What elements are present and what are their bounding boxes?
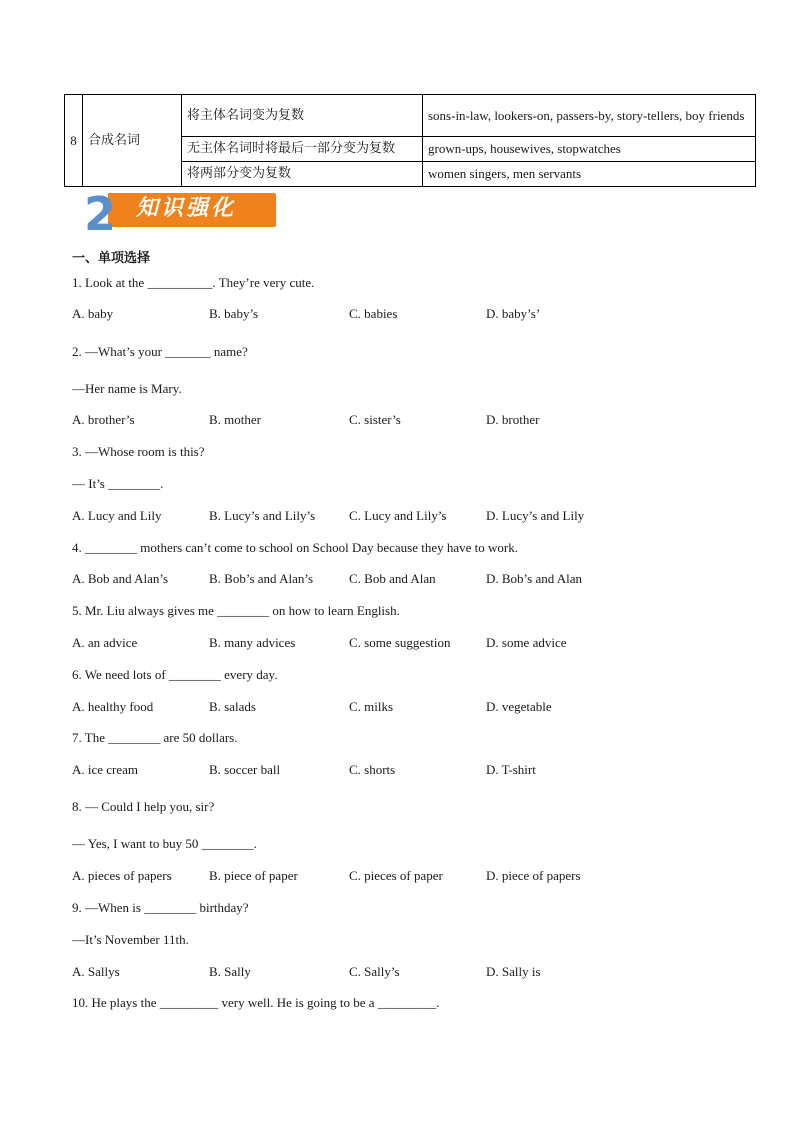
option-d: D. brother bbox=[486, 412, 540, 427]
rule-cell: 无主体名词时将最后一部分变为复数 bbox=[182, 137, 423, 162]
option-b: B. Bob’s and Alan’s bbox=[209, 571, 314, 586]
option-c: C. milks bbox=[349, 699, 394, 714]
option-c: C. Lucy and Lily’s bbox=[349, 508, 447, 523]
option-a: A. Bob and Alan’s bbox=[72, 571, 169, 586]
option-b: B. piece of paper bbox=[209, 868, 298, 883]
question-stem: 2. —What’s your _______ name? bbox=[72, 344, 248, 359]
question-stem: 9. —When is ________ birthday? bbox=[72, 900, 249, 915]
category-cell: 合成名词 bbox=[83, 95, 182, 187]
example-cell: sons-in-law, lookers-on, passers-by, story-tellers, boy friends bbox=[423, 95, 756, 137]
options-row bbox=[72, 306, 752, 324]
question-stem: 3. —Whose room is this? bbox=[72, 444, 205, 459]
options-row bbox=[72, 868, 752, 886]
question-stem: 10. He plays the _________ very well. He is going to be a _________. bbox=[72, 995, 440, 1010]
example-cell: grown-ups, housewives, stopwatches bbox=[423, 137, 756, 162]
option-d: D. baby’s’ bbox=[486, 306, 541, 321]
option-a: A. Sallys bbox=[72, 964, 120, 979]
question-stem: 7. The ________ are 50 dollars. bbox=[72, 730, 238, 745]
option-c: C. shorts bbox=[349, 762, 396, 777]
option-b: B. Lucy’s and Lily’s bbox=[209, 508, 316, 523]
option-b: B. soccer ball bbox=[209, 762, 281, 777]
option-b: B. mother bbox=[209, 412, 261, 427]
option-d: D. T-shirt bbox=[486, 762, 536, 777]
options-row bbox=[72, 699, 752, 717]
option-d: D. Sally is bbox=[486, 964, 541, 979]
options-row bbox=[72, 635, 752, 653]
rule-cell: 将主体名词变为复数 bbox=[182, 95, 423, 137]
option-a: A. brother’s bbox=[72, 412, 135, 427]
question-line: —Her name is Mary. bbox=[72, 381, 182, 396]
question-line: — It’s ________. bbox=[72, 476, 164, 491]
section-banner bbox=[84, 187, 276, 241]
row-number: 8 bbox=[65, 95, 83, 187]
option-d: D. some advice bbox=[486, 635, 567, 650]
rule-cell: 将两部分变为复数 bbox=[182, 162, 423, 187]
question-stem: 6. We need lots of ________ every day. bbox=[72, 667, 278, 682]
options-row bbox=[72, 762, 752, 780]
question-stem: 8. — Could I help you, sir? bbox=[72, 799, 215, 814]
option-c: C. pieces of paper bbox=[349, 868, 443, 883]
option-d: D. vegetable bbox=[486, 699, 552, 714]
banner-number: 2 bbox=[84, 187, 117, 241]
options-row bbox=[72, 571, 752, 589]
section-title: 一、单项选择 bbox=[72, 251, 151, 266]
question-stem: 4. ________ mothers can’t come to school on School Day because they have to work. bbox=[72, 540, 518, 555]
option-d: D. Bob’s and Alan bbox=[486, 571, 583, 586]
option-b: B. many advices bbox=[209, 635, 296, 650]
question-line: — Yes, I want to buy 50 ________. bbox=[72, 836, 257, 851]
option-c: C. Bob and Alan bbox=[349, 571, 436, 586]
noun-rules-table bbox=[64, 94, 756, 187]
option-a: A. healthy food bbox=[72, 699, 154, 714]
option-b: B. salads bbox=[209, 699, 256, 714]
banner-bar bbox=[108, 193, 276, 227]
option-a: A. pieces of papers bbox=[72, 868, 172, 883]
question-line: —It’s November 11th. bbox=[72, 932, 189, 947]
option-c: C. sister’s bbox=[349, 412, 401, 427]
option-c: C. babies bbox=[349, 306, 398, 321]
banner-title: 知识强化 bbox=[136, 196, 237, 221]
option-b: B. Sally bbox=[209, 964, 251, 979]
option-a: A. ice cream bbox=[72, 762, 139, 777]
option-b: B. baby’s bbox=[209, 306, 259, 321]
option-c: C. Sally’s bbox=[349, 964, 400, 979]
option-c: C. some suggestion bbox=[349, 635, 451, 650]
options-row bbox=[72, 412, 752, 430]
example-cell: women singers, men servants bbox=[423, 162, 756, 187]
question-stem: 5. Mr. Liu always gives me ________ on how to learn English. bbox=[72, 603, 400, 618]
option-a: A. baby bbox=[72, 306, 114, 321]
options-row bbox=[72, 508, 752, 526]
option-a: A. Lucy and Lily bbox=[72, 508, 162, 523]
option-d: D. piece of papers bbox=[486, 868, 581, 883]
option-d: D. Lucy’s and Lily bbox=[486, 508, 585, 523]
options-row bbox=[72, 964, 752, 982]
question-stem: 1. Look at the __________. They’re very cute. bbox=[72, 275, 315, 290]
option-a: A. an advice bbox=[72, 635, 138, 650]
